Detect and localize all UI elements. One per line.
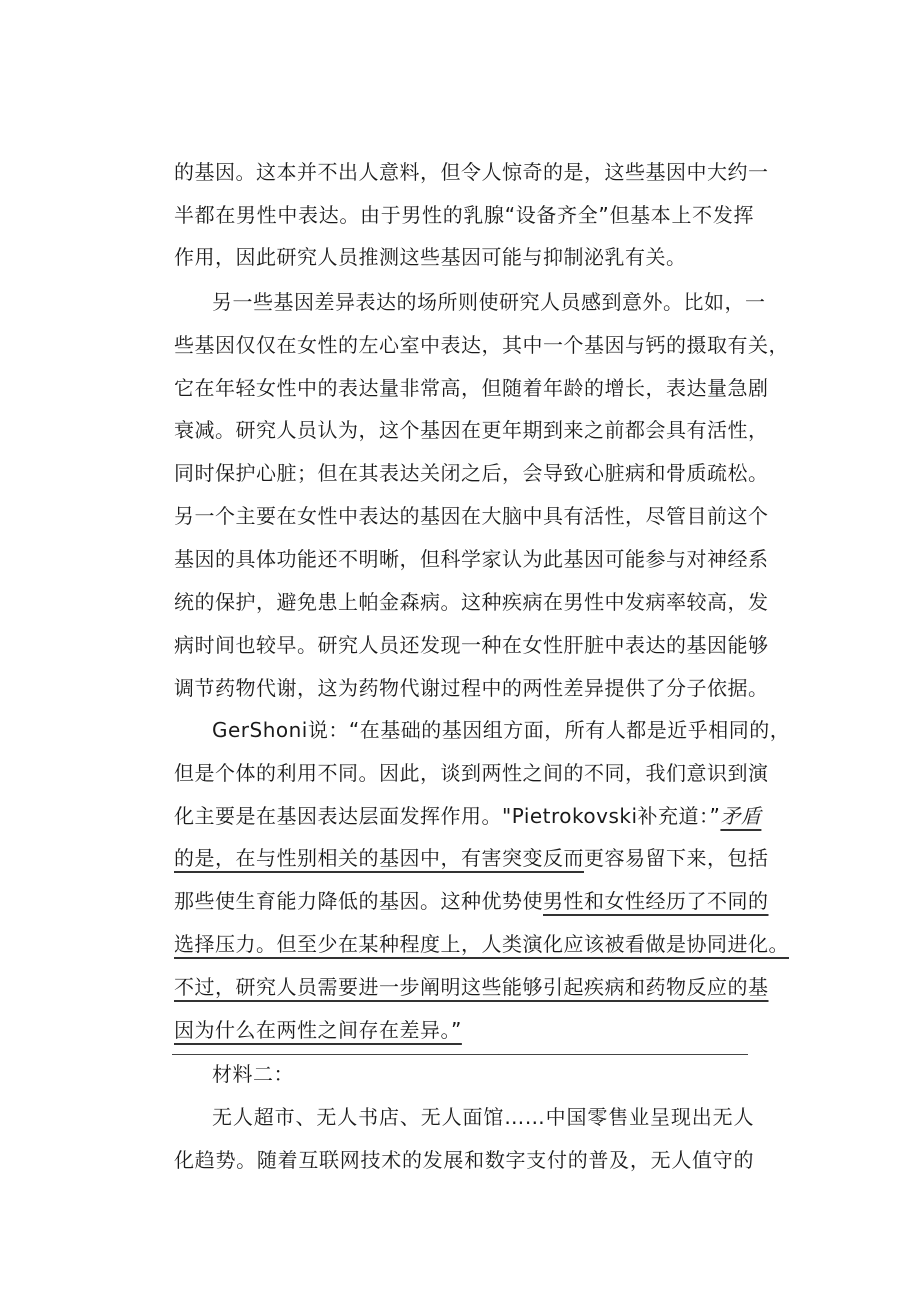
material2-line-2: 化趋势。随着互联网技术的发展和数字支付的普及，无人值守的: [174, 1148, 754, 1172]
paragraph3-line-5-text: 那些使生育能力降低的基因。这种优势使: [174, 889, 543, 913]
paragraph2-line-10: 调节药物代谢，这为药物代谢过程中的两性差异提供了分子依据。: [174, 676, 769, 700]
underlined-phrase-harmful-mutations: 的是，在与性别相关的基因中，有害突变反而: [174, 846, 584, 870]
underlined-phrase-contradiction: 矛盾: [720, 804, 762, 828]
paragraph2-line-6: 另一个主要在女性中表达的基因在大脑中具有活性，尽管目前这个: [174, 504, 769, 528]
paragraph3-line-6: 选择压力。但至少在某种程度上，人类演化应该被看做是协同进化。: [174, 932, 789, 956]
paragraph2-line-5: 同时保护心脏；但在其表达关闭之后，会导致心脏病和骨质疏松。: [174, 461, 769, 485]
paragraph3-line-5: [174, 882, 769, 920]
material2-line-1: 无人超市、无人书店、无人面馆……中国零售业呈现出无人: [212, 1105, 754, 1129]
paragraph3-line-4-text: 更容易留下来，包括: [584, 846, 769, 870]
paragraph2-line-9: 病时间也较早。研究人员还发现一种在女性肝脏中表达的基因能够: [174, 633, 769, 657]
material2-heading: 材料二：: [212, 1062, 294, 1086]
paragraph2-line-1: 另一些基因差异表达的场所则使研究人员感到意外。比如，一: [212, 290, 766, 314]
paragraph3-line-3-text: 化主要是在基因表达层面发挥作用。"Pietrokovski补充道：”: [174, 804, 721, 828]
paragraph3-line-4: [174, 839, 769, 877]
paragraph2-line-8: 统的保护，避免患上帕金森病。这种疾病在男性中发病率较高，发: [174, 590, 769, 614]
paragraph3-line-2: 但是个体的利用不同。因此，谈到两性之间的不同，我们意识到演: [174, 761, 769, 785]
paragraph1-line-2: 半都在男性中表达。由于男性的乳腺“设备齐全”但基本上不发挥: [174, 203, 754, 227]
paragraph3-line-8: 因为什么在两性之间存在差异。”: [174, 1018, 462, 1042]
underlined-phrase-selection: 男性和女性经历了不同的: [543, 889, 769, 913]
paragraph1-line-3: 作用，因此研究人员推测这些基因可能与抑制泌乳有关。: [174, 245, 687, 269]
paragraph1-line-1: 的基因。这本并不出人意料，但令人惊奇的是，这些基因中大约一: [174, 160, 769, 184]
paragraph2-line-7: 基因的具体功能还不明晰，但科学家认为此基因可能参与对神经系: [174, 547, 769, 571]
paragraph2-line-2: 些基因仅仅在女性的左心室中表达，其中一个基因与钙的摄取有关，: [174, 333, 789, 357]
paragraph3-line-3: [174, 797, 762, 835]
paragraph2-line-4: 衰减。研究人员认为，这个基因在更年期到来之前都会具有活性，: [174, 418, 769, 442]
paragraph3-line-1: GerShoni说：“在基础的基因组方面，所有人都是近乎相同的，: [212, 718, 791, 742]
paragraph3-line-7: 不过，研究人员需要进一步阐明这些能够引起疾病和药物反应的基: [174, 975, 769, 999]
paragraph2-line-3: 它在年轻女性中的表达量非常高，但随着年龄的增长，表达量急剧: [174, 376, 769, 400]
